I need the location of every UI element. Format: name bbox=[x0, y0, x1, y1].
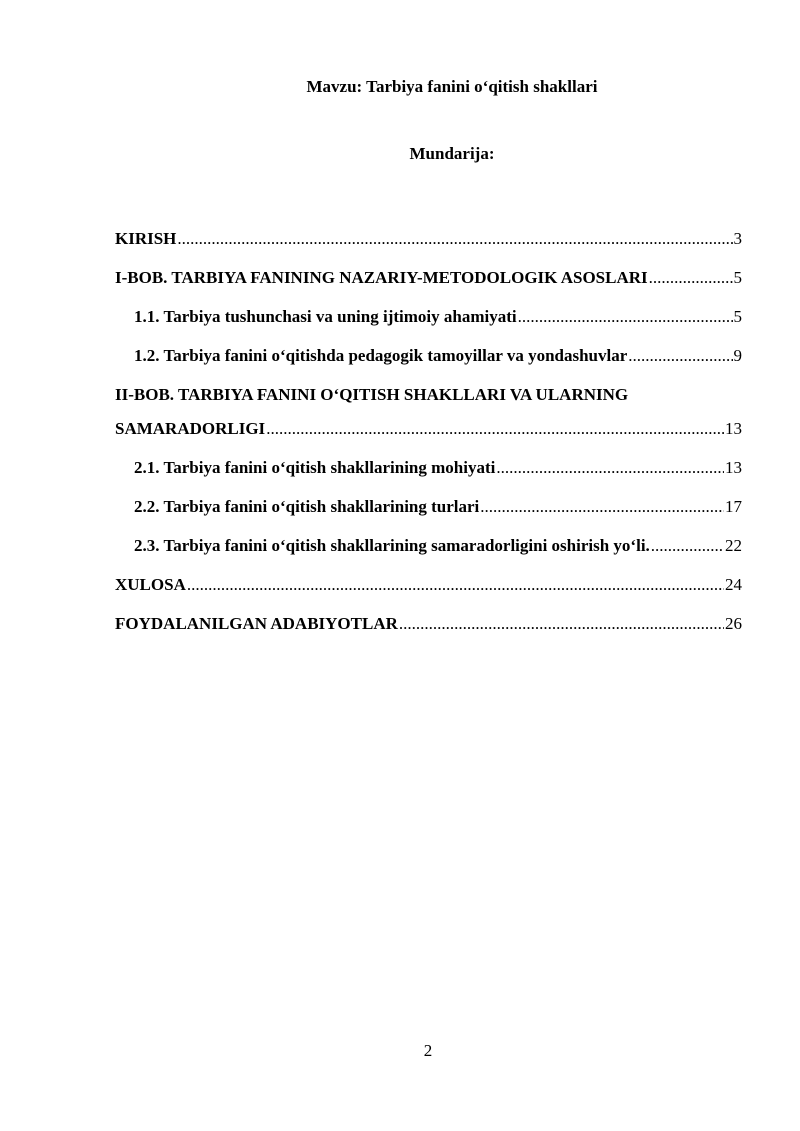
toc-entry-page: 13 bbox=[725, 419, 742, 438]
toc-entry-section-1-1[interactable] bbox=[115, 306, 742, 345]
dot-leader bbox=[480, 496, 724, 518]
toc-entry-page: 17 bbox=[725, 497, 742, 516]
toc-entry-page: 22 bbox=[725, 536, 742, 555]
toc-entry-label: 1.1. Tarbiya tushunchasi va uning ijtimoiy ahamiyati bbox=[134, 307, 517, 326]
toc-entry-label: KIRISH bbox=[115, 229, 177, 248]
toc-entry-label: SAMARADORLIGI bbox=[115, 419, 266, 438]
toc-entry-kirish[interactable] bbox=[115, 228, 742, 267]
dot-leader bbox=[177, 228, 732, 250]
dot-leader bbox=[649, 267, 733, 289]
toc-entry-label: 2.1. Tarbiya fanini o‘qitish shakllarining mohiyati bbox=[134, 458, 496, 477]
dot-leader bbox=[496, 457, 724, 479]
toc-entry-chapter-2-line1[interactable] bbox=[115, 384, 742, 418]
toc-entry-page: 9 bbox=[733, 346, 742, 365]
dot-leader bbox=[518, 306, 733, 328]
document-title: Mavzu: Tarbiya fanini o‘qitish shakllari bbox=[306, 77, 598, 96]
toc-entry-section-2-1[interactable] bbox=[115, 457, 742, 496]
toc-entry-page: 5 bbox=[733, 268, 742, 287]
page-number: 2 bbox=[423, 1041, 433, 1060]
dot-leader bbox=[651, 535, 724, 557]
toc-entry-label: FOYDALANILGAN ADABIYOTLAR bbox=[115, 614, 398, 633]
toc-entry-section-2-3[interactable] bbox=[115, 535, 742, 574]
toc-entry-label: 2.3. Tarbiya fanini o‘qitish shakllarining samaradorligini oshirish yo‘li. bbox=[134, 536, 650, 555]
toc-entry-page: 24 bbox=[725, 575, 742, 594]
toc-entry-xulosa[interactable] bbox=[115, 574, 742, 613]
toc-entry-chapter-2[interactable] bbox=[115, 418, 742, 457]
toc-entry-label: I-BOB. TARBIYA FANINING NAZARIY-METODOLOGIK ASOSLARI bbox=[115, 268, 648, 287]
dot-leader bbox=[266, 418, 724, 440]
toc-entry-section-2-2[interactable] bbox=[115, 496, 742, 535]
toc-entry-label: II-BOB. TARBIYA FANINI O‘QITISH SHAKLLARI VA ULARNING bbox=[115, 385, 629, 404]
toc-entry-references[interactable] bbox=[115, 613, 742, 652]
toc-entry-page: 26 bbox=[725, 614, 742, 633]
toc-entry-page: 13 bbox=[725, 458, 742, 477]
toc-entry-label: 2.2. Tarbiya fanini o‘qitish shakllarining turlari bbox=[134, 497, 480, 516]
toc-entry-section-1-2[interactable] bbox=[115, 345, 742, 384]
toc-entry-chapter-1[interactable] bbox=[115, 267, 742, 306]
dot-leader bbox=[399, 613, 724, 635]
toc-entry-label: XULOSA bbox=[115, 575, 186, 594]
dot-leader bbox=[628, 345, 732, 367]
dot-leader bbox=[187, 574, 724, 596]
toc-entry-label: 1.2. Tarbiya fanini o‘qitishda pedagogik tamoyillar va yondashuvlar bbox=[134, 346, 628, 365]
toc-entry-page: 3 bbox=[733, 229, 742, 248]
toc-heading: Mundarija: bbox=[409, 144, 495, 163]
toc-entry-page: 5 bbox=[733, 307, 742, 326]
table-of-contents bbox=[115, 228, 742, 652]
